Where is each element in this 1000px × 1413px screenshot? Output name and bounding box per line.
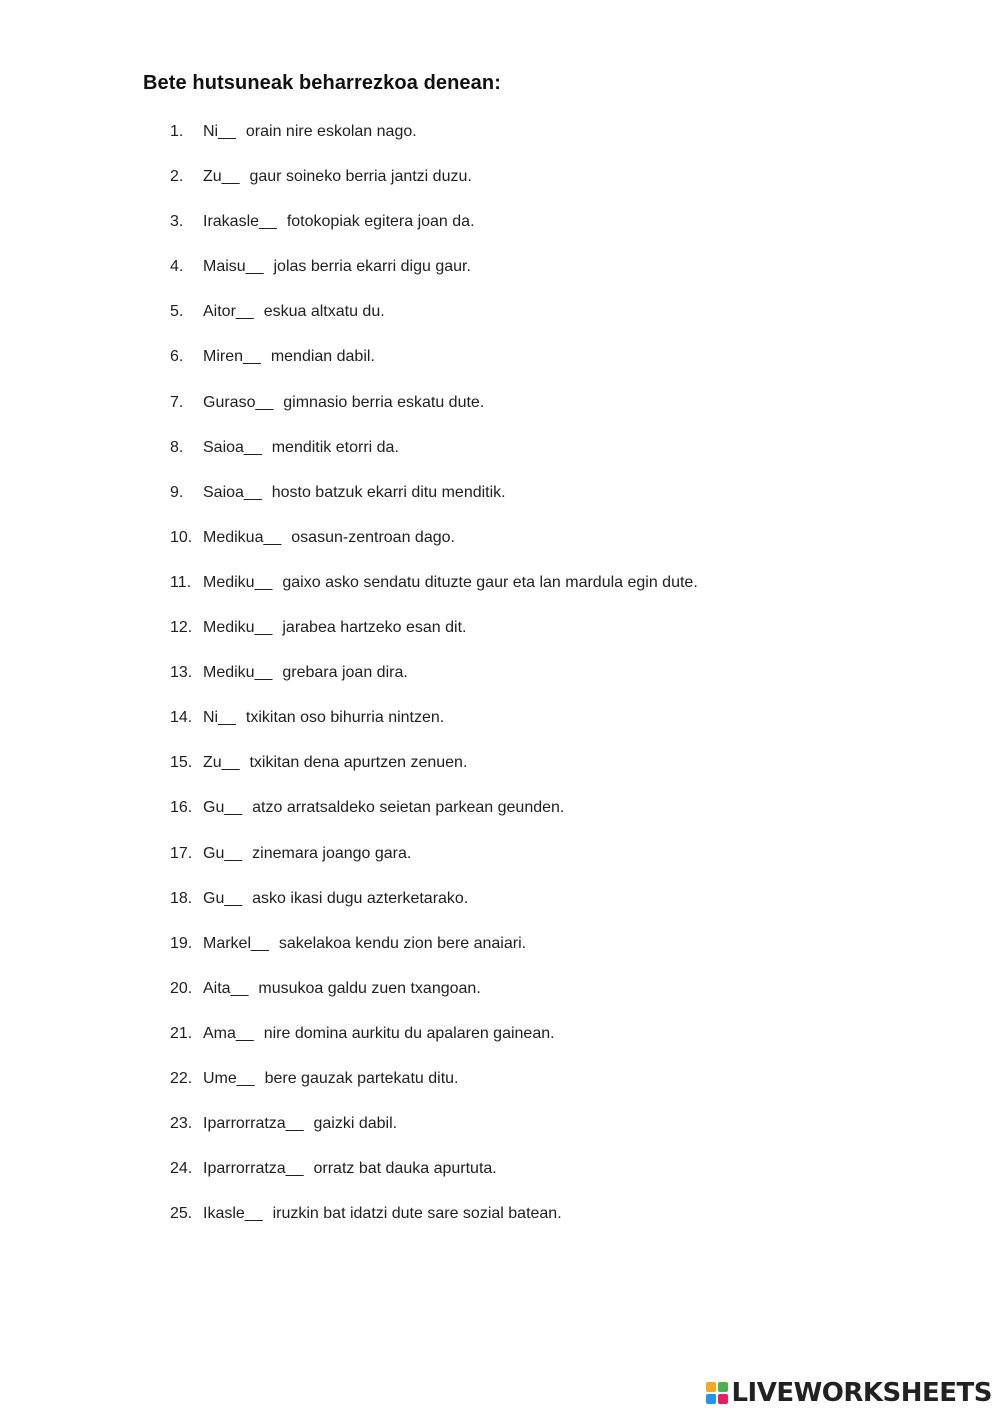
blank-field[interactable]: __ — [251, 934, 269, 952]
blank-field[interactable]: __ — [235, 1024, 254, 1042]
item-subject: Iparrorratza — [203, 1160, 286, 1178]
blank-field[interactable]: __ — [243, 483, 262, 501]
blank-field[interactable]: __ — [263, 528, 282, 546]
exercise-item — [170, 931, 698, 976]
item-number: 22. — [170, 1069, 193, 1087]
item-number: 19. — [170, 934, 193, 952]
liveworksheets-logo — [706, 1379, 992, 1407]
exercise-item — [170, 164, 698, 209]
item-sentence-rest: musukoa galdu zuen txangoan. — [258, 979, 481, 997]
blank-field[interactable]: __ — [224, 799, 243, 817]
item-subject: Saioa — [203, 483, 244, 501]
item-sentence-rest: jolas berria ekarri digu gaur. — [273, 258, 471, 276]
exercise-item — [170, 976, 698, 1021]
item-number: 20. — [170, 979, 193, 997]
exercise-item — [170, 570, 698, 615]
exercise-item — [170, 1111, 698, 1156]
exercise-item — [170, 1201, 698, 1246]
item-subject: Zu — [203, 168, 222, 186]
item-number: 9. — [170, 483, 184, 501]
exercise-item — [170, 525, 698, 570]
exercise-item — [170, 254, 698, 299]
item-number: 13. — [170, 664, 193, 682]
exercise-item — [170, 209, 698, 254]
item-subject: Aita — [203, 979, 231, 997]
item-sentence-rest: txikitan oso bihurria nintzen. — [245, 709, 445, 727]
item-sentence-rest: grebara joan dira. — [282, 664, 408, 682]
item-sentence-rest: bere gauzak partekatu ditu. — [264, 1069, 459, 1087]
item-subject: Saioa — [203, 438, 244, 456]
item-number: 4. — [170, 258, 184, 276]
item-number: 23. — [170, 1115, 193, 1133]
item-sentence-rest: asko ikasi dugu azterketarako. — [252, 889, 469, 907]
item-subject: Gu — [203, 799, 225, 817]
exercise-item — [170, 615, 698, 660]
item-sentence-rest: gaixo asko sendatu dituzte gaur eta lan mardula egin dute. — [282, 573, 698, 591]
item-sentence-rest: osasun-zentroan dago. — [291, 528, 455, 546]
blank-field[interactable]: __ — [254, 619, 273, 637]
item-subject: Gu — [203, 844, 225, 862]
exercise-item — [170, 390, 698, 435]
exercise-item — [170, 480, 698, 525]
item-subject: Medikua — [203, 528, 264, 546]
item-subject: Markel — [203, 934, 252, 952]
exercise-item — [170, 750, 698, 795]
item-sentence-rest: eskua altxatu du. — [263, 303, 385, 321]
liveworksheets-logo-icon — [706, 1382, 728, 1404]
page-title: Bete hutsuneak beharrezkoa denean: — [143, 72, 501, 94]
item-number: 24. — [170, 1160, 193, 1178]
item-sentence-rest: iruzkin bat idatzi dute sare sozial batean. — [272, 1205, 562, 1223]
logo-text: LIVEWORKSHEETS — [731, 1378, 992, 1408]
blank-field[interactable]: __ — [230, 979, 249, 997]
blank-field[interactable]: __ — [243, 438, 262, 456]
blank-field[interactable]: __ — [285, 1115, 304, 1133]
item-number: 5. — [170, 303, 184, 321]
logo-square-1 — [706, 1382, 716, 1392]
item-subject: Ama — [203, 1024, 236, 1042]
item-sentence-rest: orain nire eskolan nago. — [245, 123, 417, 140]
blank-field[interactable]: __ — [218, 709, 236, 727]
blank-field[interactable]: __ — [254, 664, 273, 682]
item-number: 12. — [170, 619, 193, 637]
exercise-item — [170, 435, 698, 480]
item-subject: Mediku — [203, 573, 255, 591]
item-subject: Ikasle — [203, 1205, 245, 1223]
item-subject: Ni — [203, 709, 219, 727]
item-sentence-rest: menditik etorri da. — [271, 438, 399, 456]
item-number: 8. — [170, 438, 184, 456]
item-sentence-rest: gaur soineko berria jantzi duzu. — [249, 168, 472, 186]
item-sentence-rest: atzo arratsaldeko seietan parkean geunden. — [252, 799, 565, 817]
item-number: 1. — [170, 123, 184, 140]
exercise-item — [170, 1021, 698, 1066]
item-subject: Irakasle — [203, 213, 260, 231]
item-subject: Mediku — [203, 664, 255, 682]
item-sentence-rest: gaizki dabil. — [313, 1115, 398, 1133]
item-number: 14. — [170, 709, 193, 727]
item-number: 3. — [170, 213, 184, 231]
blank-field[interactable]: __ — [244, 1205, 263, 1223]
item-number: 7. — [170, 393, 184, 411]
blank-field[interactable]: __ — [235, 303, 254, 321]
blank-field[interactable]: __ — [285, 1160, 304, 1178]
item-number: 16. — [170, 799, 193, 817]
exercise-item — [170, 705, 698, 750]
item-subject: Ume — [203, 1069, 237, 1087]
item-subject: Ni — [203, 123, 219, 140]
item-sentence-rest: orratz bat dauka apurtuta. — [313, 1160, 497, 1178]
item-subject: Miren — [203, 348, 244, 366]
item-subject: Gu — [203, 889, 225, 907]
exercise-item — [170, 119, 698, 164]
item-number: 2. — [170, 168, 184, 186]
exercise-item — [170, 660, 698, 705]
item-sentence-rest: mendian dabil. — [270, 348, 375, 366]
exercise-item — [170, 344, 698, 389]
logo-square-2 — [718, 1382, 728, 1392]
exercise-item — [170, 841, 698, 886]
item-subject: Guraso — [203, 393, 256, 411]
blank-field[interactable]: __ — [224, 844, 243, 862]
blank-field[interactable]: __ — [236, 1069, 255, 1087]
blank-field[interactable]: __ — [221, 168, 240, 186]
blank-field[interactable]: __ — [224, 889, 243, 907]
blank-field[interactable]: __ — [243, 348, 261, 366]
item-number: 11. — [170, 573, 192, 591]
exercise-list — [170, 119, 698, 1246]
logo-square-3 — [706, 1394, 716, 1404]
item-subject: Iparrorratza — [203, 1115, 286, 1133]
blank-field[interactable]: __ — [254, 573, 273, 591]
exercise-item — [170, 886, 698, 931]
item-sentence-rest: nire domina aurkitu du apalaren gainean. — [263, 1024, 555, 1042]
item-sentence-rest: gimnasio berria eskatu dute. — [283, 393, 485, 411]
item-sentence-rest: zinemara joango gara. — [252, 844, 412, 862]
item-number: 17. — [170, 844, 193, 862]
item-subject: Aitor — [203, 303, 236, 321]
item-number: 6. — [170, 348, 184, 366]
item-subject: Maisu — [203, 258, 246, 276]
item-sentence-rest: fotokopiak egitera joan da. — [286, 213, 475, 231]
blank-field[interactable]: __ — [259, 213, 277, 231]
item-number: 18. — [170, 889, 193, 907]
blank-field[interactable]: __ — [245, 258, 264, 276]
item-number: 21. — [170, 1024, 193, 1042]
blank-field[interactable]: __ — [218, 123, 236, 140]
item-sentence-rest: hosto batzuk ekarri ditu menditik. — [271, 483, 506, 501]
item-sentence-rest: sakelakoa kendu zion bere anaiari. — [278, 934, 527, 952]
blank-field[interactable]: __ — [221, 754, 240, 772]
blank-field[interactable]: __ — [255, 393, 274, 411]
item-number: 10. — [170, 528, 193, 546]
logo-square-4 — [718, 1394, 728, 1404]
item-subject: Mediku — [203, 619, 255, 637]
exercise-item — [170, 1156, 698, 1201]
item-number: 25. — [170, 1205, 193, 1223]
item-number: 15. — [170, 754, 193, 772]
item-sentence-rest: jarabea hartzeko esan dit. — [282, 619, 467, 637]
item-sentence-rest: txikitan dena apurtzen zenuen. — [249, 754, 468, 772]
item-subject: Zu — [203, 754, 222, 772]
exercise-item — [170, 795, 698, 840]
exercise-item — [170, 299, 698, 344]
exercise-item — [170, 1066, 698, 1111]
